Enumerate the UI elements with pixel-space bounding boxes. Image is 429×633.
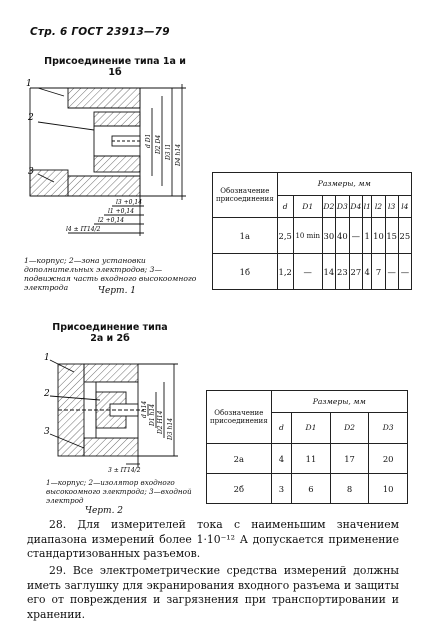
table-cell: 2,5 [277, 218, 293, 254]
table-cell: 10 [372, 218, 385, 254]
fig2-callout-2: 2 [44, 389, 50, 399]
fig2-dim-h1: 3 ± IT14/2 [108, 467, 141, 474]
fig1-dim-v1: d D1 [145, 133, 152, 148]
table2-corner: Обозначение присоединения [207, 391, 272, 444]
row-name: 2а [207, 444, 272, 474]
table-cell: 11 [292, 444, 331, 474]
fig1-callout-3: 3 [28, 167, 34, 177]
table-cell: — [398, 254, 411, 290]
table-cell: — [385, 254, 398, 290]
table-cell: 17 [330, 444, 369, 474]
table-row [213, 218, 412, 254]
fig2-callout-1: 1 [44, 353, 50, 363]
fig1-callout-1: 1 [26, 79, 32, 89]
table-cell: 30 [322, 218, 335, 254]
fig2-dim-v1: d h14 [141, 400, 148, 418]
fig2-title: Присоединение типа 2а и 2б [52, 322, 168, 344]
table-cell: 6 [292, 474, 331, 504]
row-name: 2б [207, 474, 272, 504]
table2-group: Размеры, мм [271, 391, 407, 413]
row-name: 1б [213, 254, 278, 290]
table1-col: D3 [336, 195, 349, 218]
table-cell: 4 [271, 444, 292, 474]
fig1-drawing [24, 74, 214, 260]
table-cell: 20 [369, 444, 408, 474]
table-cell: — [293, 254, 322, 290]
table2-col: D2 [330, 412, 369, 443]
fig1-dim-v4: D4 h14 [175, 143, 182, 166]
fig1-dim-v3: D3 l1 [165, 143, 172, 160]
table-row [207, 474, 408, 504]
table2-col: d [271, 412, 292, 443]
fig2-dim-v2: D1 h14 [149, 403, 156, 426]
dimensions-table-1 [212, 172, 412, 290]
fig1-dim-v2: D2 D4 [155, 134, 162, 154]
fig2-drawing [44, 352, 194, 474]
table-cell: 25 [398, 218, 411, 254]
table1-col: D4 [349, 195, 362, 218]
table-cell: 10 min [293, 218, 322, 254]
fig1-dim-h1: l3 +0,14 [116, 199, 143, 206]
table-row [213, 254, 412, 290]
fig2-dim-v3: D2 H14 [157, 410, 164, 434]
table1-group: Размеры, мм [277, 173, 411, 196]
table1-col: l3 [385, 195, 398, 218]
fig2-dim-v4: D3 h14 [167, 417, 174, 440]
table2-col: D3 [369, 412, 408, 443]
fig2-label: Черт. 2 [85, 506, 124, 516]
fig1-dim-h3: l2 +0,14 [98, 217, 125, 224]
fig1-dim-h4: l4 ± IT14/2 [66, 226, 101, 233]
paragraph-28: 28. Для измерителей тока с наименьшим значением диапазона измерений более 1·10⁻¹² А допускается применение стандартизованных разъемов. [27, 518, 399, 561]
table-cell: 40 [336, 218, 349, 254]
table1-col: l4 [398, 195, 411, 218]
fig2-callout-3: 3 [44, 427, 50, 437]
table1-col: D1 [293, 195, 322, 218]
fig1-title: Присоединение типа 1а и 1б [44, 56, 186, 78]
table1-col: l1 [363, 195, 372, 218]
table-cell: 14 [322, 254, 335, 290]
table1-col: l2 [372, 195, 385, 218]
table1-col: D2 [322, 195, 335, 218]
row-name: 1а [213, 218, 278, 254]
table-cell: — [349, 218, 362, 254]
table-cell: 7 [372, 254, 385, 290]
fig1-caption: 1—корпус; 2—зона установки дополнительных электродов; 3—подвижная часть входного высокоомного электрода [24, 256, 197, 292]
table-row [207, 444, 408, 474]
fig1-label: Черт. 1 [98, 286, 137, 296]
fig1-callout-2: 2 [28, 113, 34, 123]
table1-corner: Обозначение присоединения [213, 173, 278, 218]
table-cell: 4 [363, 254, 372, 290]
table-cell: 8 [330, 474, 369, 504]
table-cell: 27 [349, 254, 362, 290]
fig1-dim-h2: l1 +0,14 [108, 208, 135, 215]
page-header: Стр. 6 ГОСТ 23913—79 [30, 26, 170, 38]
table1-col: d [277, 195, 293, 218]
table-cell: 1 [363, 218, 372, 254]
table-cell: 15 [385, 218, 398, 254]
fig2-caption: 1—корпус; 2—изолятор входного высокоомного электрода; 3—входной электрод [46, 478, 192, 505]
paragraph-29: 29. Все электрометрические средства измерений должны иметь заглушку для экранирования входного разъема и защиты его от повреждения и загрязнения при транспортировании и хранении. [27, 564, 399, 621]
table2-col: D1 [292, 412, 331, 443]
table-cell: 10 [369, 474, 408, 504]
table-cell: 1,2 [277, 254, 293, 290]
dimensions-table-2 [206, 390, 408, 504]
table-cell: 23 [336, 254, 349, 290]
table-cell: 3 [271, 474, 292, 504]
